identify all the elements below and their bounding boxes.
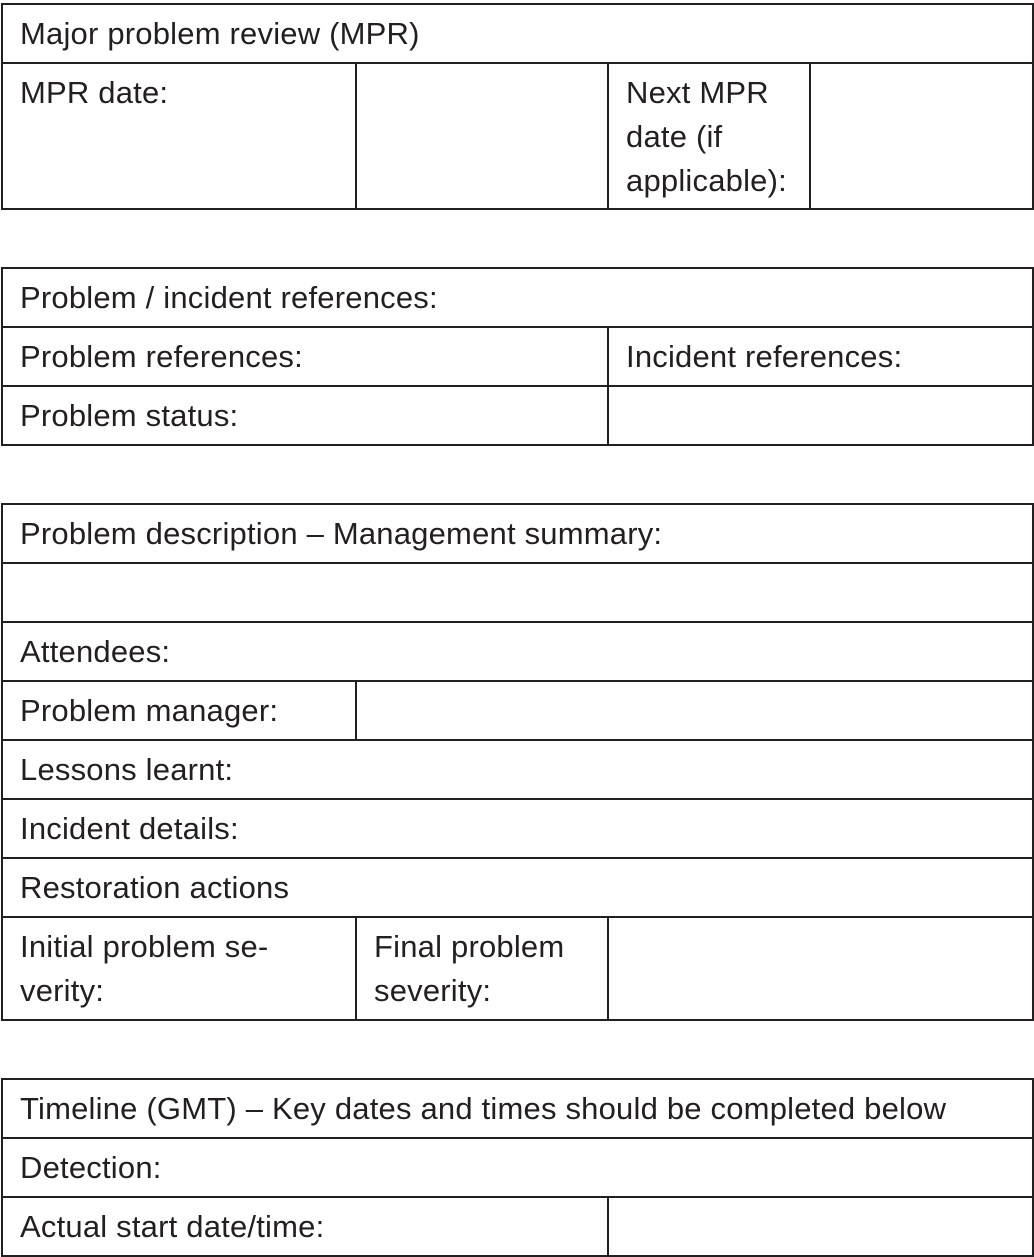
description-table [1,503,1034,1021]
problem-manager-field[interactable] [356,681,1033,740]
final-severity-field[interactable]: Final problem severity: [356,917,608,1020]
mpr-date-field[interactable] [356,63,608,209]
lessons-learnt-field[interactable]: Lessons learnt: [2,740,1033,799]
incident-references-field[interactable]: Incident references: [608,327,1033,386]
next-mpr-date-field[interactable] [810,63,1033,209]
actual-start-field[interactable] [608,1197,1033,1256]
problem-status-field[interactable] [608,386,1033,445]
initial-severity-field[interactable]: Initial problem se- verity: [2,917,356,1020]
management-summary-field[interactable] [2,563,1033,622]
references-table [1,267,1034,446]
timeline-table [1,1078,1034,1257]
description-title: Problem description – Management summary: [2,504,1033,563]
attendees-field[interactable]: Attendees: [2,622,1033,681]
timeline-title: Timeline (GMT) – Key dates and times should be completed below [2,1079,1033,1138]
severity-blank-field[interactable] [608,917,1033,1020]
problem-references-field[interactable]: Problem references: [2,327,608,386]
restoration-actions-field[interactable]: Restoration actions [2,858,1033,917]
detection-field[interactable]: Detection: [2,1138,1033,1197]
problem-manager-label: Problem manager: [2,681,356,740]
mpr-date-label: MPR date: [2,63,356,209]
problem-status-label: Problem status: [2,386,608,445]
next-mpr-date-label: Next MPR date (if applicable): [608,63,810,209]
incident-details-field[interactable]: Incident details: [2,799,1033,858]
actual-start-label: Actual start date/time: [2,1197,608,1256]
mpr-title: Major problem review (MPR) [2,4,1033,63]
references-title: Problem / incident references: [2,268,1033,327]
mpr-table [1,3,1034,210]
